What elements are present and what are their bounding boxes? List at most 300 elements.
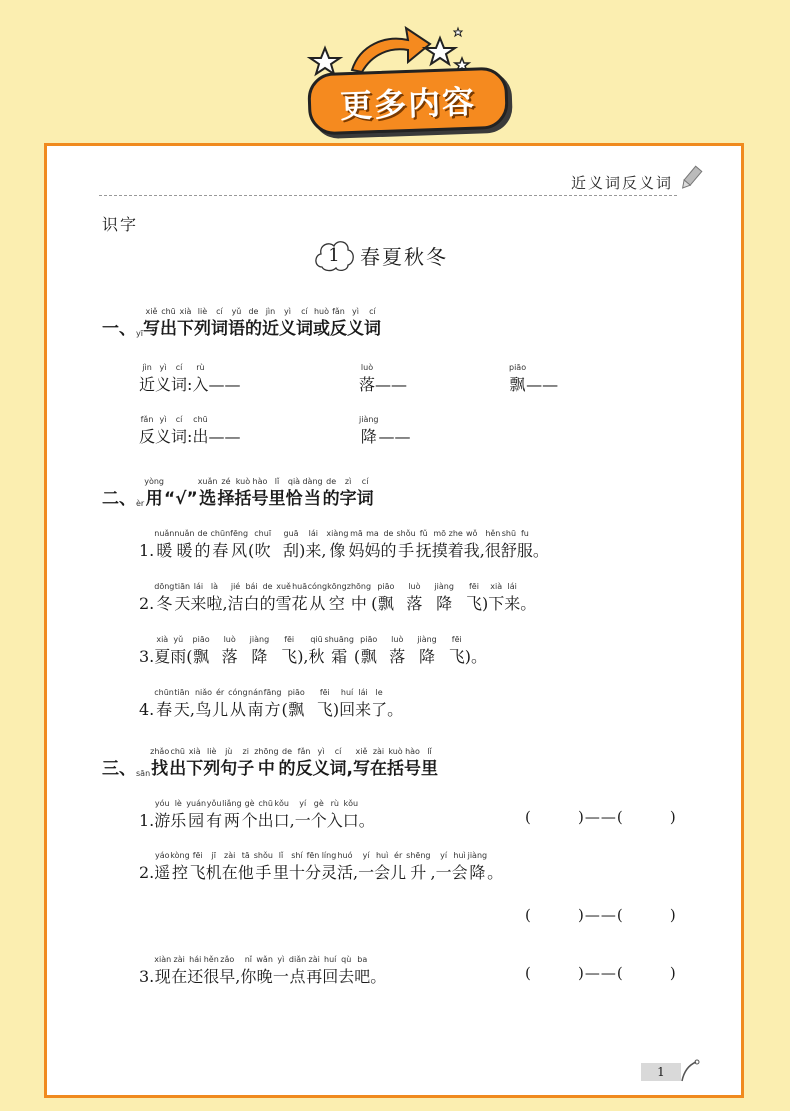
pinyin: zhe xyxy=(448,529,463,538)
ruby-char xyxy=(198,476,218,510)
ruby-char xyxy=(347,581,371,615)
pinyin: chū xyxy=(193,415,208,424)
ruby-char xyxy=(222,634,238,668)
pinyin: nuǎn xyxy=(154,529,175,538)
ruby-char xyxy=(160,306,177,340)
ruby-char xyxy=(154,850,170,884)
lesson-number: 1 xyxy=(328,244,340,266)
ruby-char xyxy=(210,634,222,668)
ruby-char xyxy=(139,798,154,832)
hanzi: 三、 xyxy=(102,759,136,779)
ruby-char xyxy=(355,687,371,721)
ruby-char xyxy=(238,634,250,668)
hanzi: 飞 xyxy=(189,863,206,882)
antonym-sentence xyxy=(139,850,503,884)
ruby-char xyxy=(254,746,278,780)
ruby-char xyxy=(354,954,370,988)
pinyin: fēng xyxy=(230,529,249,538)
hanzi: 去 xyxy=(338,967,355,986)
hanzi: 儿 xyxy=(212,700,229,719)
hanzi: 在 xyxy=(171,967,188,986)
hanzi: 下 xyxy=(186,759,204,779)
hanzi: 秋 xyxy=(308,647,325,666)
ruby-char xyxy=(289,954,306,988)
hanzi: 口 xyxy=(273,811,290,830)
hanzi: 来 xyxy=(305,541,322,560)
ruby-char xyxy=(309,634,325,668)
hanzi: 词 xyxy=(171,427,188,446)
ruby-char xyxy=(212,687,228,721)
hanzi: 出 xyxy=(192,427,209,446)
ruby-char xyxy=(193,634,210,668)
hanzi: 近 xyxy=(139,375,156,394)
ruby-char xyxy=(394,581,406,615)
hanzi: 恰 xyxy=(285,489,303,509)
hanzi: , xyxy=(346,759,353,779)
pinyin: bái xyxy=(245,582,258,591)
pinyin: fǔ xyxy=(419,529,428,538)
pinyin: gè xyxy=(244,799,255,808)
question-1-heading xyxy=(102,306,381,340)
pinyin: sān xyxy=(136,769,151,778)
ruby-char xyxy=(285,476,302,510)
pinyin: yì xyxy=(317,747,325,756)
ruby-char xyxy=(186,798,206,832)
ruby-char xyxy=(305,850,321,884)
lesson-name: 春夏秋冬 xyxy=(360,244,448,269)
hanzi: 吧 xyxy=(354,967,371,986)
hanzi: 个 xyxy=(310,811,327,830)
ruby-char xyxy=(364,306,381,340)
ruby-char xyxy=(139,528,154,562)
pinyin: lǐ xyxy=(427,747,432,756)
hanzi: 义 xyxy=(155,375,172,394)
hanzi xyxy=(271,540,283,562)
pinyin: luò xyxy=(391,635,404,644)
ruby-char xyxy=(170,850,189,884)
ruby-char xyxy=(143,306,160,340)
pinyin: de xyxy=(248,307,259,316)
hanzi: 雪 xyxy=(275,594,292,613)
pinyin: cí xyxy=(216,307,223,316)
pinyin: ba xyxy=(357,955,368,964)
hanzi: 升 xyxy=(410,863,427,882)
hanzi: ) xyxy=(481,594,489,613)
ruby-char xyxy=(254,850,273,884)
ruby-char xyxy=(465,634,487,668)
hanzi: 还 xyxy=(187,967,204,986)
ruby-char xyxy=(262,306,279,340)
ruby-char xyxy=(313,746,330,780)
pinyin: tiān xyxy=(174,582,191,591)
ruby-char xyxy=(139,850,154,884)
hanzi xyxy=(210,646,222,668)
ruby-char xyxy=(297,634,308,668)
hanzi xyxy=(377,646,389,668)
hanzi: 早 xyxy=(219,967,236,986)
pinyin: yòng xyxy=(144,477,164,486)
ruby-char xyxy=(174,528,194,562)
pinyin: zi xyxy=(242,747,249,756)
ruby-char xyxy=(371,687,387,721)
ruby-char xyxy=(171,362,187,396)
ruby-char xyxy=(322,954,338,988)
ruby-char xyxy=(164,476,198,510)
ruby-char xyxy=(421,746,438,780)
hanzi: 列 xyxy=(193,319,211,339)
pinyin: jiàng xyxy=(359,415,379,424)
ruby-char xyxy=(203,954,219,988)
pinyin: fēi xyxy=(451,635,462,644)
pinyin: xuě xyxy=(276,582,291,591)
hanzi: 号 xyxy=(404,759,421,779)
ruby-char xyxy=(375,362,407,396)
pinyin: chū xyxy=(258,799,273,808)
ruby-char xyxy=(487,850,503,884)
ruby-char xyxy=(244,581,260,615)
hanzi: 词 xyxy=(363,319,381,339)
ruby-char xyxy=(186,746,203,780)
hanzi: 降 xyxy=(360,427,377,446)
hanzi: 会 xyxy=(374,863,391,882)
ruby-char xyxy=(139,687,154,721)
ruby-char xyxy=(434,581,454,615)
ruby-char xyxy=(327,581,347,615)
pinyin: tā xyxy=(241,851,250,860)
hanzi: 。 xyxy=(532,541,549,560)
ruby-char xyxy=(154,687,174,721)
hanzi: 飘 xyxy=(288,700,305,719)
ruby-char xyxy=(417,634,437,668)
question-3-heading xyxy=(102,746,438,780)
hanzi: 或 xyxy=(312,319,330,339)
hanzi: ( xyxy=(186,647,193,666)
ruby-char xyxy=(296,746,313,780)
synonym-row xyxy=(139,362,240,396)
hanzi: 中 xyxy=(350,594,367,613)
hanzi: 方 xyxy=(264,700,281,719)
ruby-char xyxy=(416,528,432,562)
hanzi: 霜 xyxy=(331,647,348,666)
ruby-char xyxy=(154,798,170,832)
hanzi: 降 xyxy=(436,594,453,613)
ruby-char xyxy=(359,414,379,448)
pinyin: de xyxy=(326,477,337,486)
hanzi: , xyxy=(222,594,228,613)
hanzi: ) xyxy=(332,700,340,719)
ruby-char xyxy=(102,476,136,510)
ruby-char xyxy=(248,687,264,721)
pinyin: yì xyxy=(159,363,167,372)
hanzi: 服 xyxy=(516,541,533,560)
ruby-char xyxy=(308,581,327,615)
hanzi: —— xyxy=(378,427,411,446)
hanzi: ( xyxy=(353,647,361,666)
banner-label: 更多内容 xyxy=(339,82,477,126)
hanzi: 1. xyxy=(139,541,155,560)
hanzi: , xyxy=(321,541,327,560)
ruby-char xyxy=(360,634,377,668)
ruby-char xyxy=(338,954,354,988)
pinyin: huì xyxy=(453,851,466,860)
hanzi: 。 xyxy=(387,700,404,719)
hanzi xyxy=(454,593,466,615)
pinyin: ma xyxy=(366,529,379,538)
hanzi: 有 xyxy=(206,811,223,830)
hanzi: 暖 xyxy=(156,541,173,560)
ruby-char xyxy=(302,476,322,510)
hanzi: 晚 xyxy=(256,967,273,986)
ruby-char xyxy=(340,476,357,510)
hanzi: 南 xyxy=(247,700,264,719)
hanzi: 啦 xyxy=(206,594,223,613)
ruby-char xyxy=(154,954,171,988)
hanzi: 洁 xyxy=(227,594,244,613)
ruby-char xyxy=(192,362,208,396)
antonym-row xyxy=(139,414,240,448)
hanzi: 从 xyxy=(309,594,326,613)
ruby-char xyxy=(321,850,337,884)
worksheet-card xyxy=(44,143,744,1098)
pinyin: xiě xyxy=(355,747,368,756)
ruby-char xyxy=(192,414,208,448)
pinyin: xià xyxy=(179,307,192,316)
pinyin: xiàng xyxy=(326,529,349,538)
pinyin: xià xyxy=(188,747,201,756)
answer-slot[interactable]: ( )——( ) xyxy=(525,964,677,982)
ruby-char xyxy=(190,581,206,615)
hanzi xyxy=(422,593,434,615)
hanzi: 义 xyxy=(155,427,172,446)
ruby-char xyxy=(311,798,327,832)
antonym-sentence xyxy=(139,798,375,832)
ruby-char xyxy=(136,498,144,510)
ruby-char xyxy=(237,746,254,780)
pinyin: zài xyxy=(308,955,320,964)
hanzi: 3. xyxy=(139,967,155,986)
hanzi: 飞 xyxy=(281,647,298,666)
pinyin: de xyxy=(197,529,208,538)
pinyin: yí xyxy=(440,851,448,860)
pinyin: guā xyxy=(283,529,299,538)
pinyin: zài xyxy=(224,851,236,860)
hanzi: 入 xyxy=(192,375,209,394)
answer-slot[interactable]: ( )——( ) xyxy=(525,808,677,826)
pinyin: zhōng xyxy=(254,747,279,756)
pinyin: cí xyxy=(369,307,376,316)
ruby-char xyxy=(139,634,154,668)
hanzi xyxy=(437,646,449,668)
hanzi: 一 xyxy=(435,863,452,882)
pinyin: jiàng xyxy=(434,582,454,591)
pinyin: fāng xyxy=(263,688,282,697)
ruby-char xyxy=(228,581,244,615)
pinyin: yǔ xyxy=(173,635,184,644)
pinyin: ér xyxy=(394,851,403,860)
pinyin: jī xyxy=(211,851,216,860)
hanzi: 雨 xyxy=(170,647,187,666)
ruby-char xyxy=(377,634,389,668)
hanzi: 4. xyxy=(139,700,155,719)
hanzi: 降 xyxy=(251,647,268,666)
ruby-char xyxy=(357,476,374,510)
hanzi: , xyxy=(289,811,295,830)
hanzi: 两 xyxy=(223,811,240,830)
pinyin: kuò xyxy=(388,747,403,756)
hanzi: 的 xyxy=(259,594,276,613)
ruby-char xyxy=(504,581,520,615)
pinyin: qià xyxy=(287,477,301,486)
pinyin: wǒ xyxy=(466,529,478,538)
pinyin: huí xyxy=(340,688,354,697)
pinyin: piāo xyxy=(509,363,527,372)
pinyin: niǎo xyxy=(194,688,213,697)
pinyin: hào xyxy=(405,747,420,756)
pinyin: cóng xyxy=(307,582,328,591)
ruby-char xyxy=(432,528,448,562)
hanzi: 近 xyxy=(261,319,279,339)
hanzi: 吹 xyxy=(254,541,271,560)
pinyin: shǒu xyxy=(396,529,416,538)
ruby-char xyxy=(406,581,422,615)
hanzi: 回 xyxy=(339,700,356,719)
ruby-char xyxy=(405,634,417,668)
ruby-char xyxy=(501,528,517,562)
hanzi: 入 xyxy=(326,811,343,830)
hanzi: , xyxy=(189,700,195,719)
pinyin: chuī xyxy=(254,529,272,538)
pinyin: yí xyxy=(299,799,307,808)
ruby-char xyxy=(323,476,340,510)
pinyin: qù xyxy=(341,955,352,964)
ruby-char xyxy=(155,414,171,448)
hanzi: 写 xyxy=(353,759,370,779)
hanzi: 了 xyxy=(371,700,388,719)
hanzi: 飞 xyxy=(316,700,333,719)
pinyin: lái xyxy=(193,582,204,591)
ruby-char xyxy=(406,850,430,884)
pinyin: líng xyxy=(321,851,337,860)
ruby-char xyxy=(390,850,406,884)
pinyin: liè xyxy=(197,307,208,316)
page-number: 1 xyxy=(641,1063,681,1081)
ruby-char xyxy=(283,528,299,562)
ruby-char xyxy=(195,687,212,721)
choice-item xyxy=(139,687,403,721)
ruby-char xyxy=(306,954,322,988)
ruby-char xyxy=(254,528,271,562)
more-content-banner[interactable] xyxy=(300,20,520,126)
hanzi: 刮 xyxy=(283,541,300,560)
ruby-char xyxy=(526,362,558,396)
ruby-char xyxy=(276,581,292,615)
ruby-char xyxy=(330,746,347,780)
ruby-char xyxy=(343,798,359,832)
hanzi: 妈 xyxy=(364,541,381,560)
ruby-char xyxy=(339,687,355,721)
ruby-char xyxy=(449,634,465,668)
ruby-char xyxy=(208,414,240,448)
answer-slot[interactable]: ( )——( ) xyxy=(525,906,677,924)
pinyin: fēi xyxy=(192,851,203,860)
hanzi: 春 xyxy=(212,541,229,560)
pinyin: cí xyxy=(175,363,183,372)
hanzi: 的 xyxy=(194,541,211,560)
ruby-char xyxy=(242,798,258,832)
ruby-char xyxy=(437,634,449,668)
ruby-char xyxy=(136,768,150,780)
pinyin: zài xyxy=(173,955,185,964)
hanzi: 反 xyxy=(329,319,347,339)
pinyin: hào xyxy=(252,477,268,486)
hanzi: 子 xyxy=(237,759,255,779)
hanzi: 很 xyxy=(203,967,220,986)
ruby-char xyxy=(305,528,321,562)
pinyin: luò xyxy=(408,582,421,591)
ruby-char xyxy=(288,687,305,721)
pinyin: de xyxy=(282,747,293,756)
pinyin: yǔ xyxy=(231,307,242,316)
ruby-char xyxy=(171,414,187,448)
hanzi: 他 xyxy=(237,863,254,882)
pinyin: rù xyxy=(330,799,339,808)
pinyin: kǒu xyxy=(274,799,289,808)
pinyin: yì xyxy=(159,415,167,424)
hanzi: 飘 xyxy=(360,647,377,666)
ruby-char xyxy=(217,476,234,510)
hanzi: 儿 xyxy=(390,863,407,882)
pinyin: zhōng xyxy=(346,582,372,591)
pinyin: jìn xyxy=(265,307,276,316)
antonym-row-descend xyxy=(359,414,411,448)
synonym-row-fall xyxy=(359,362,407,396)
ruby-char xyxy=(281,634,297,668)
pinyin: nǐ xyxy=(244,955,253,964)
hanzi: 再 xyxy=(306,967,323,986)
hanzi: 反 xyxy=(295,759,313,779)
hanzi: 暖 xyxy=(176,541,193,560)
hanzi: 降 xyxy=(419,647,436,666)
hanzi: 语 xyxy=(227,319,245,339)
hanzi: 中 xyxy=(257,759,275,779)
hanzi: 手 xyxy=(255,863,272,882)
pinyin: gè xyxy=(313,799,324,808)
ruby-char xyxy=(387,746,404,780)
ruby-char xyxy=(327,798,343,832)
ruby-char xyxy=(454,581,466,615)
hanzi xyxy=(238,646,250,668)
ruby-char xyxy=(154,528,174,562)
ruby-char xyxy=(222,798,242,832)
hanzi: 括 xyxy=(387,759,404,779)
pinyin: nuǎn xyxy=(174,529,195,538)
hanzi: 句 xyxy=(220,759,238,779)
hanzi: 降 xyxy=(469,863,486,882)
hanzi: 一、 xyxy=(102,319,136,339)
ruby-char xyxy=(251,476,268,510)
ruby-char xyxy=(174,581,190,615)
pinyin: là xyxy=(210,582,218,591)
pinyin: fēi xyxy=(319,688,330,697)
ruby-char xyxy=(154,581,174,615)
pinyin: piāo xyxy=(287,688,305,697)
hanzi xyxy=(405,646,417,668)
hanzi: 号 xyxy=(251,489,269,509)
lesson-badge xyxy=(312,233,356,277)
ruby-char xyxy=(260,581,276,615)
hanzi: 。 xyxy=(520,594,537,613)
hanzi: 点 xyxy=(289,967,306,986)
